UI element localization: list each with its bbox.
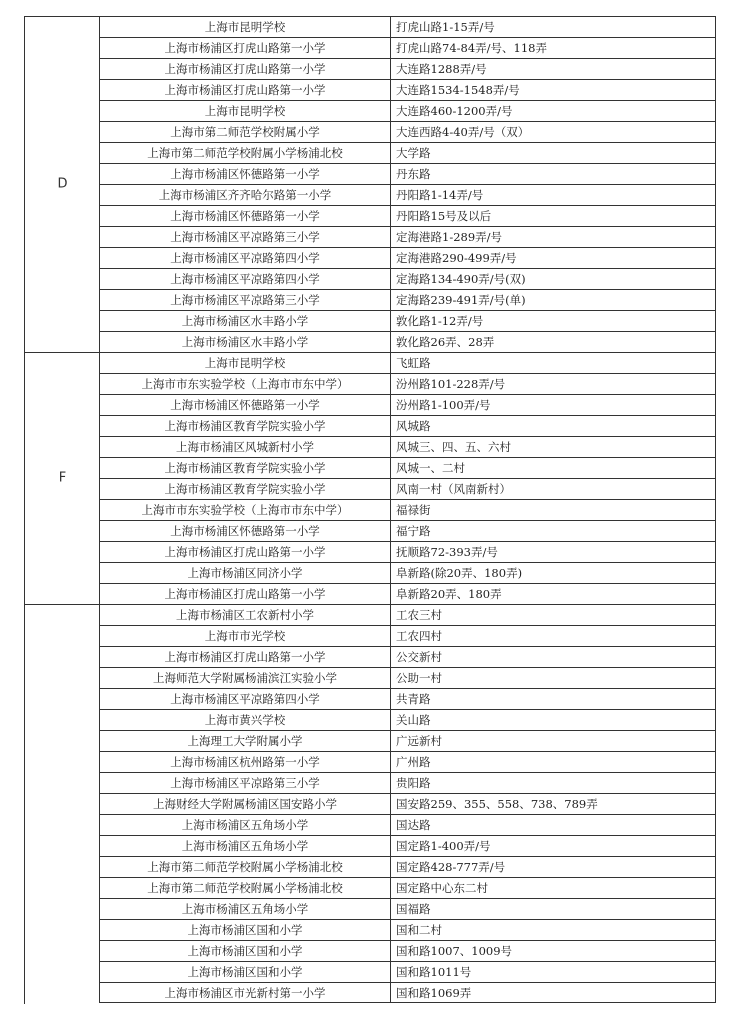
school-name-cell: 上海师范大学附属杨浦滨江实验小学 [100, 668, 391, 688]
road-cell: 关山路 [396, 713, 431, 727]
school-name-cell: 上海理工大学附属小学 [100, 731, 391, 751]
table-row [99, 289, 716, 310]
table-row [99, 982, 716, 1003]
letter-group-f [24, 352, 100, 605]
road-cell: 抚顺路72-393弄/号 [396, 545, 498, 559]
school-name-cell: 上海市杨浦区风城新村小学 [100, 437, 391, 457]
school-name-cell: 上海市市东实验学校（上海市市东中学） [100, 500, 391, 520]
table-row [99, 394, 716, 415]
table-row [99, 352, 716, 373]
table-row [99, 268, 716, 289]
table-row [99, 79, 716, 100]
road-cell: 国和路1011号 [396, 965, 472, 979]
table-row [99, 772, 716, 793]
road-cell: 大学路 [396, 146, 431, 160]
school-name-cell: 上海市昆明学校 [100, 353, 391, 373]
table-row [99, 940, 716, 961]
school-name-cell: 上海市杨浦区教育学院实验小学 [100, 479, 391, 499]
school-name-cell: 上海市杨浦区五角场小学 [100, 899, 391, 919]
road-cell: 风南一村（风南新村） [396, 482, 511, 496]
table-row [99, 961, 716, 982]
table-row [99, 226, 716, 247]
road-cell: 国福路 [396, 902, 431, 916]
road-cell: 丹阳路1-14弄/号 [396, 188, 484, 202]
road-cell: 飞虹路 [396, 356, 431, 370]
road-cell: 国和二村 [396, 923, 442, 937]
school-name-cell: 上海市杨浦区怀德路第一小学 [100, 206, 391, 226]
school-name-cell: 上海市杨浦区五角场小学 [100, 815, 391, 835]
table-row [99, 562, 716, 583]
school-name-cell: 上海市第二师范学校附属小学杨浦北校 [100, 878, 391, 898]
table-row [99, 835, 716, 856]
school-name-cell: 上海财经大学附属杨浦区国安路小学 [100, 794, 391, 814]
table-row [99, 751, 716, 772]
road-cell: 公助一村 [396, 671, 442, 685]
road-cell: 丹阳路15号及以后 [396, 209, 492, 223]
road-cell: 公交新村 [396, 650, 442, 664]
road-cell: 定海港路1-289弄/号 [396, 230, 503, 244]
table-row [99, 100, 716, 121]
letter-group-d [24, 16, 100, 353]
school-name-cell: 上海市杨浦区国和小学 [100, 941, 391, 961]
road-cell: 大连路460-1200弄/号 [396, 104, 513, 118]
school-name-cell: 上海市杨浦区怀德路第一小学 [100, 395, 391, 415]
school-name-cell: 上海市杨浦区打虎山路第一小学 [100, 80, 391, 100]
school-name-cell: 上海市杨浦区市光新村第一小学 [100, 983, 391, 1002]
school-name-cell: 上海市杨浦区怀德路第一小学 [100, 164, 391, 184]
table-row [99, 919, 716, 940]
school-name-cell: 上海市杨浦区平凉路第四小学 [100, 689, 391, 709]
school-name-cell: 上海市杨浦区打虎山路第一小学 [100, 38, 391, 58]
table-row [99, 331, 716, 352]
school-name-cell: 上海市杨浦区水丰路小学 [100, 311, 391, 331]
table-row [99, 898, 716, 919]
road-cell: 国定路中心东二村 [396, 881, 488, 895]
road-cell: 大连路1534-1548弄/号 [396, 83, 520, 97]
table-row [99, 415, 716, 436]
table-row [99, 667, 716, 688]
school-name-cell: 上海市昆明学校 [100, 101, 391, 121]
table-row [99, 814, 716, 835]
road-cell: 国定路1-400弄/号 [396, 839, 491, 853]
school-name-cell: 上海市杨浦区水丰路小学 [100, 332, 391, 352]
table-row [99, 499, 716, 520]
road-cell: 打虎山路74-84弄/号、118弄 [396, 41, 547, 55]
table-row [99, 310, 716, 331]
road-cell: 汾州路1-100弄/号 [396, 398, 491, 412]
table-body [99, 16, 716, 1003]
table-row [99, 541, 716, 562]
table-row [99, 688, 716, 709]
table-row [99, 373, 716, 394]
table-row [99, 436, 716, 457]
school-name-cell: 上海市杨浦区怀德路第一小学 [100, 521, 391, 541]
road-cell: 风城三、四、五、六村 [396, 440, 511, 454]
table-row [99, 625, 716, 646]
road-cell: 定海路134-490弄/号(双) [396, 272, 526, 286]
school-name-cell: 上海市杨浦区工农新村小学 [100, 605, 391, 625]
letter-group-g [24, 604, 100, 1004]
table-row [99, 58, 716, 79]
school-name-cell: 上海市杨浦区平凉路第三小学 [100, 290, 391, 310]
road-cell: 国和路1069弄 [396, 986, 472, 1000]
road-cell: 敦化路26弄、28弄 [396, 335, 495, 349]
table-row [99, 163, 716, 184]
road-cell: 国和路1007、1009号 [396, 944, 513, 958]
table-row [99, 730, 716, 751]
road-cell: 工农四村 [396, 629, 442, 643]
road-cell: 丹东路 [396, 167, 431, 181]
road-cell: 贵阳路 [396, 776, 431, 790]
road-cell: 广远新村 [396, 734, 442, 748]
road-cell: 风城路 [396, 419, 431, 433]
table-row [99, 520, 716, 541]
table-row [99, 604, 716, 625]
school-name-cell: 上海市杨浦区打虎山路第一小学 [100, 584, 391, 604]
road-cell: 定海港路290-499弄/号 [396, 251, 517, 265]
table-row [99, 205, 716, 226]
road-cell: 福禄街 [396, 503, 431, 517]
table-row [99, 121, 716, 142]
road-cell: 工农三村 [396, 608, 442, 622]
road-cell: 国定路428-777弄/号 [396, 860, 506, 874]
school-name-cell: 上海市市光学校 [100, 626, 391, 646]
group-letter: D [57, 176, 68, 192]
road-cell: 广州路 [396, 755, 431, 769]
group-letter: F [58, 470, 67, 486]
school-name-cell: 上海市市东实验学校（上海市市东中学） [100, 374, 391, 394]
table-row [99, 142, 716, 163]
school-name-cell: 上海市杨浦区齐齐哈尔路第一小学 [100, 185, 391, 205]
road-cell: 国安路259、355、558、738、789弄 [396, 797, 598, 811]
table-row [99, 646, 716, 667]
table-row [99, 16, 716, 37]
road-cell: 定海路239-491弄/号(单) [396, 293, 526, 307]
road-cell: 阜新路(除20弄、180弄) [396, 566, 523, 580]
school-name-cell: 上海市杨浦区打虎山路第一小学 [100, 59, 391, 79]
school-name-cell: 上海市杨浦区平凉路第四小学 [100, 248, 391, 268]
table-row [99, 793, 716, 814]
road-cell: 共青路 [396, 692, 431, 706]
school-name-cell: 上海市杨浦区平凉路第三小学 [100, 227, 391, 247]
table-row [99, 247, 716, 268]
road-cell: 敦化路1-12弄/号 [396, 314, 484, 328]
school-name-cell: 上海市杨浦区打虎山路第一小学 [100, 647, 391, 667]
school-name-cell: 上海市黄兴学校 [100, 710, 391, 730]
road-cell: 大连路1288弄/号 [396, 62, 487, 76]
road-cell: 阜新路20弄、180弄 [396, 587, 502, 601]
road-cell: 福宁路 [396, 524, 431, 538]
table-row [99, 37, 716, 58]
table-row [99, 877, 716, 898]
table-row [99, 856, 716, 877]
school-name-cell: 上海市杨浦区国和小学 [100, 962, 391, 982]
school-name-cell: 上海市杨浦区国和小学 [100, 920, 391, 940]
table-row [99, 184, 716, 205]
school-name-cell: 上海市杨浦区杭州路第一小学 [100, 752, 391, 772]
school-name-cell: 上海市杨浦区同济小学 [100, 563, 391, 583]
road-cell: 汾州路101-228弄/号 [396, 377, 506, 391]
table-row [99, 478, 716, 499]
table-row [99, 709, 716, 730]
school-name-cell: 上海市杨浦区平凉路第四小学 [100, 269, 391, 289]
road-cell: 打虎山路1-15弄/号 [396, 20, 495, 34]
road-cell: 风城一、二村 [396, 461, 465, 475]
table-row [99, 457, 716, 478]
school-name-cell: 上海市昆明学校 [100, 17, 391, 37]
school-name-cell: 上海市杨浦区五角场小学 [100, 836, 391, 856]
school-name-cell: 上海市第二师范学校附属小学 [100, 122, 391, 142]
school-name-cell: 上海市杨浦区教育学院实验小学 [100, 458, 391, 478]
road-cell: 大连西路4-40弄/号（双） [396, 125, 530, 139]
road-cell: 国达路 [396, 818, 431, 832]
school-name-cell: 上海市杨浦区打虎山路第一小学 [100, 542, 391, 562]
school-name-cell: 上海市第二师范学校附属小学杨浦北校 [100, 143, 391, 163]
school-name-cell: 上海市杨浦区教育学院实验小学 [100, 416, 391, 436]
school-name-cell: 上海市杨浦区平凉路第三小学 [100, 773, 391, 793]
school-name-cell: 上海市第二师范学校附属小学杨浦北校 [100, 857, 391, 877]
table-row [99, 583, 716, 604]
